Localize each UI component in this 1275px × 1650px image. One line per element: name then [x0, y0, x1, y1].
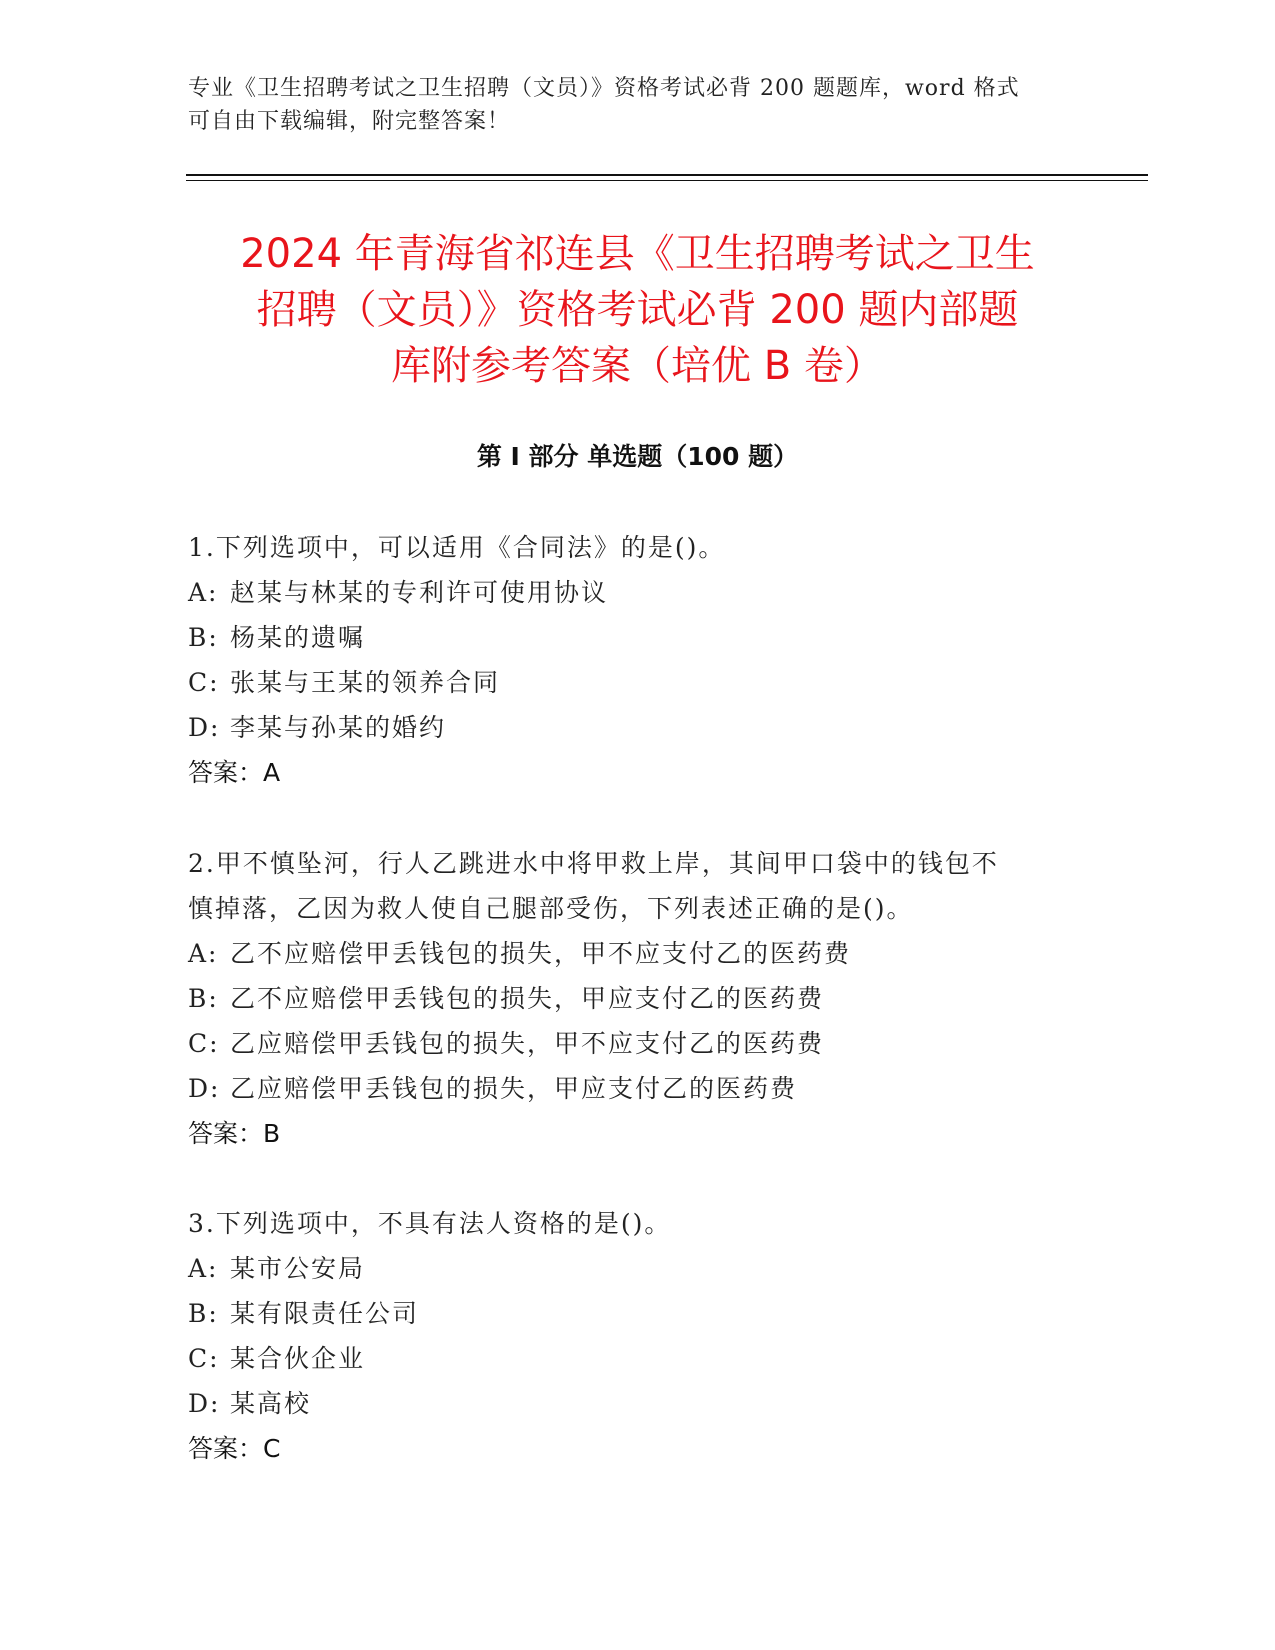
option-label: C:	[188, 668, 220, 697]
option-b	[188, 976, 1088, 1021]
option-text: 李某与孙某的婚约	[230, 713, 447, 742]
option-label: A:	[188, 1254, 219, 1283]
answer-line: 答案：C	[188, 1434, 281, 1463]
question-3	[188, 1201, 1088, 1471]
option-label: D:	[188, 713, 221, 742]
option-c	[188, 660, 1088, 705]
option-text: 乙应赔偿甲丢钱包的损失，甲不应支付乙的医药费	[230, 1029, 825, 1058]
option-b	[188, 1291, 1088, 1336]
header-note-line: 专业《卫生招聘考试之卫生招聘（文员）》资格考试必背 200 题题库，word 格式	[188, 76, 1020, 101]
title-line: 2024 年青海省祁连县《卫生招聘考试之卫生	[240, 231, 1035, 277]
option-text: 杨某的遗嘱	[230, 623, 366, 652]
option-c	[188, 1021, 1088, 1066]
option-label: A:	[188, 578, 219, 607]
header-note-line: 可自由下载编辑，附完整答案！	[188, 109, 511, 134]
title-line: 库附参考答案（培优 B 卷）	[391, 343, 884, 389]
option-a	[188, 1246, 1088, 1291]
question-1	[188, 525, 1088, 795]
question-stem: 慎掉落，乙因为救人使自己腿部受伤，下列表述正确的是()。	[188, 894, 914, 923]
option-label: B:	[188, 1299, 219, 1328]
option-a	[188, 931, 1088, 976]
answer-line: 答案：A	[188, 758, 281, 787]
header-divider-thick	[186, 174, 1148, 176]
title-line: 招聘（文员）》资格考试必背 200 题内部题	[256, 287, 1019, 333]
document-title	[150, 226, 1125, 394]
option-d	[188, 1066, 1088, 1111]
option-text: 张某与王某的领养合同	[230, 668, 501, 697]
option-label: C:	[188, 1029, 220, 1058]
option-d	[188, 705, 1088, 750]
option-text: 某市公安局	[230, 1254, 366, 1283]
option-label: C:	[188, 1344, 220, 1373]
option-text: 某高校	[230, 1389, 312, 1418]
header-note	[188, 72, 1088, 138]
option-a	[188, 570, 1088, 615]
option-b	[188, 615, 1088, 660]
option-label: B:	[188, 623, 219, 652]
option-text: 某有限责任公司	[230, 1299, 420, 1328]
option-text: 乙不应赔偿甲丢钱包的损失，甲不应支付乙的医药费	[230, 939, 852, 968]
option-text: 某合伙企业	[230, 1344, 366, 1373]
question-stem: 1.下列选项中，可以适用《合同法》的是()。	[188, 533, 726, 562]
answer-line: 答案：B	[188, 1119, 281, 1148]
option-label: D:	[188, 1074, 221, 1103]
option-text: 乙不应赔偿甲丢钱包的损失，甲应支付乙的医药费	[230, 984, 825, 1013]
option-text: 乙应赔偿甲丢钱包的损失，甲应支付乙的医药费	[230, 1074, 798, 1103]
option-c	[188, 1336, 1088, 1381]
option-text: 赵某与林某的专利许可使用协议	[230, 578, 609, 607]
question-stem: 2.甲不慎坠河，行人乙跳进水中将甲救上岸，其间甲口袋中的钱包不	[188, 849, 999, 878]
section-title: 第 I 部分 单选题（100 题）	[476, 442, 799, 471]
option-label: B:	[188, 984, 219, 1013]
question-stem: 3.下列选项中，不具有法人资格的是()。	[188, 1209, 672, 1238]
option-d	[188, 1381, 1088, 1426]
option-label: A:	[188, 939, 219, 968]
question-2	[188, 841, 1088, 1156]
option-label: D:	[188, 1389, 221, 1418]
header-divider-thin	[186, 180, 1148, 181]
